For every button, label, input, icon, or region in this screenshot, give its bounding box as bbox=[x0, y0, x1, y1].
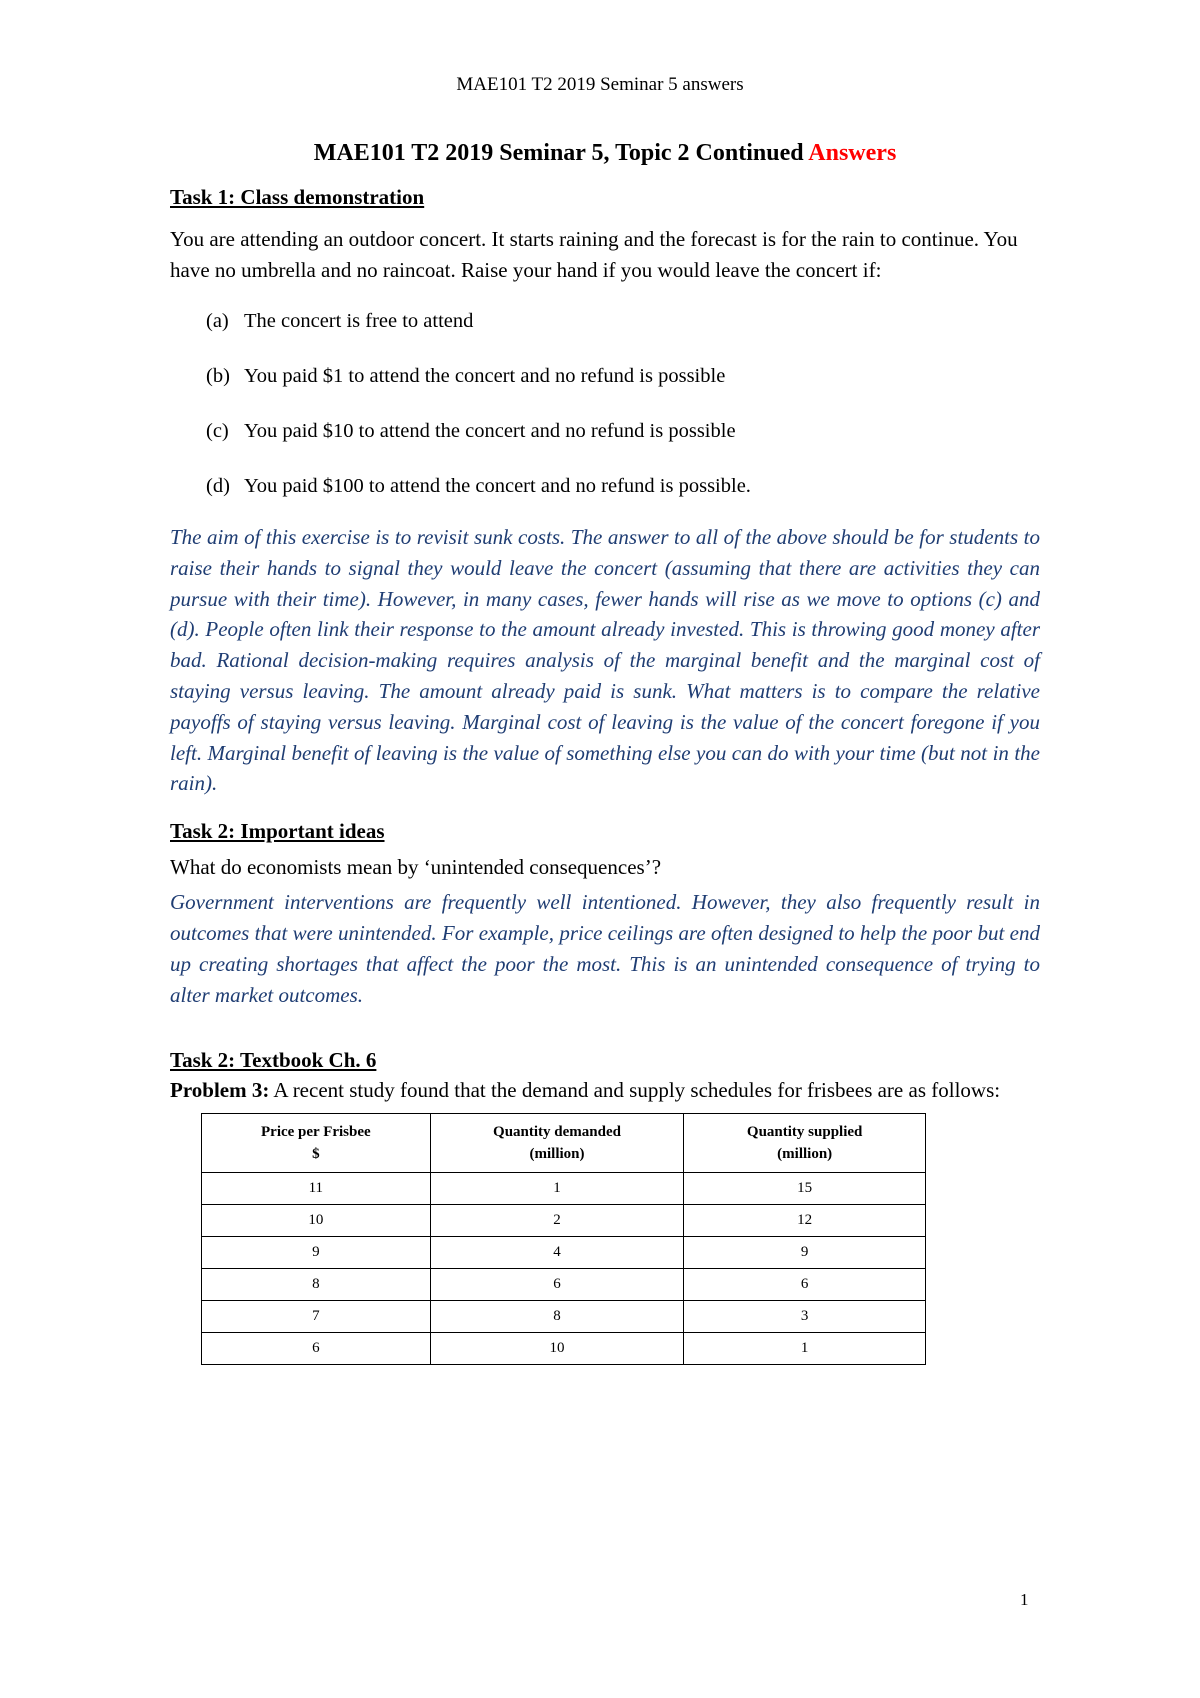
option-text: You paid $1 to attend the concert and no refund is possible bbox=[244, 365, 726, 387]
task1-option-d bbox=[170, 471, 1040, 502]
cell-price: 11 bbox=[202, 1173, 431, 1205]
header-line: (million) bbox=[529, 1146, 585, 1163]
cell-price: 9 bbox=[202, 1237, 431, 1269]
page-title bbox=[170, 140, 1040, 167]
option-text: The concert is free to attend bbox=[244, 310, 474, 332]
cell-price: 8 bbox=[202, 1269, 431, 1301]
task2-answer: Government interventions are frequently well intentioned. However, they also frequently result in outcomes that were unintended. For example, price ceilings are often designed to help the poor but end up creating shortages that affect the poor the most. This is an unintended consequence of trying to alter market outcomes. bbox=[170, 890, 1040, 1007]
task1-intro: You are attending an outdoor concert. It starts raining and the forecast is for the rain to continue. You have no umbrella and no raincoat. Raise your hand if you would leave the concert if: bbox=[170, 227, 1018, 282]
option-text: You paid $10 to attend the concert and no refund is possible bbox=[244, 420, 736, 442]
option-label: (b) bbox=[206, 365, 230, 387]
header-line: Quantity supplied bbox=[746, 1124, 863, 1141]
task2-question: What do economists mean by ‘unintended consequences’? bbox=[170, 855, 662, 880]
header-line: (million) bbox=[777, 1146, 833, 1163]
task1-option-b bbox=[170, 361, 1040, 392]
problem-3 bbox=[170, 1075, 1040, 1105]
option-label: (c) bbox=[206, 420, 229, 442]
cell-supplied: 6 bbox=[684, 1269, 926, 1301]
cell-supplied: 3 bbox=[684, 1301, 926, 1333]
cell-demanded: 6 bbox=[430, 1269, 684, 1301]
page-content bbox=[170, 140, 1040, 1365]
running-header: MAE101 T2 2019 Seminar 5 answers bbox=[456, 74, 744, 95]
task2b-heading: Task 2: Textbook Ch. 6 bbox=[170, 1048, 377, 1073]
cell-price: 7 bbox=[202, 1301, 431, 1333]
task1-heading: Task 1: Class demonstration bbox=[170, 185, 425, 209]
option-text: You paid $100 to attend the concert and no refund is possible. bbox=[244, 475, 751, 497]
problem-text: A recent study found that the demand and supply schedules for frisbees are as follows: bbox=[269, 1078, 1001, 1103]
table-row bbox=[202, 1333, 926, 1365]
table-row bbox=[202, 1173, 926, 1205]
table-header-row bbox=[202, 1114, 926, 1173]
header-quantity-demanded bbox=[430, 1114, 684, 1173]
cell-supplied: 1 bbox=[684, 1333, 926, 1365]
cell-demanded: 8 bbox=[430, 1301, 684, 1333]
table-row bbox=[202, 1269, 926, 1301]
header-quantity-supplied bbox=[684, 1114, 926, 1173]
cell-demanded: 1 bbox=[430, 1173, 684, 1205]
supply-demand-table bbox=[201, 1113, 926, 1365]
cell-supplied: 12 bbox=[684, 1205, 926, 1237]
table-row bbox=[202, 1205, 926, 1237]
option-label: (d) bbox=[206, 475, 230, 497]
option-label: (a) bbox=[206, 310, 229, 332]
table-row bbox=[202, 1301, 926, 1333]
page-title-main: MAE101 T2 2019 Seminar 5, Topic 2 Continued bbox=[313, 140, 804, 166]
header-line: Quantity demanded bbox=[493, 1124, 621, 1141]
cell-demanded: 2 bbox=[430, 1205, 684, 1237]
problem-label: Problem 3: bbox=[170, 1078, 270, 1103]
table-row bbox=[202, 1237, 926, 1269]
header-line: Price per Frisbee bbox=[261, 1124, 371, 1141]
page-number: 1 bbox=[1020, 1590, 1029, 1609]
cell-price: 10 bbox=[202, 1205, 431, 1237]
header-line: $ bbox=[312, 1146, 320, 1163]
task1-option-a bbox=[170, 306, 1040, 337]
task2-heading: Task 2: Important ideas bbox=[170, 819, 385, 844]
task1-answer: The aim of this exercise is to revisit sunk costs. The answer to all of the above should be for students to raise their hands to signal they would leave the concert (assuming that there are activities they can pursue with their time). However, in many cases, fewer hands will rise as we move to options (c) and (d). People often link their response to the amount already invested. This is throwing good money after bad. Rational decision-making requires analysis of the marginal benefit and the marginal cost of staying versus leaving. The amount already paid is sunk. What matters is to compare the relative payoffs of staying versus leaving. Marginal cost of leaving is the value of the concert foregone if you left. Marginal benefit of leaving is the value of something else you can do with your time (but not in the rain). bbox=[170, 525, 1040, 796]
cell-demanded: 4 bbox=[430, 1237, 684, 1269]
cell-price: 6 bbox=[202, 1333, 431, 1365]
header-price bbox=[202, 1114, 431, 1173]
cell-supplied: 15 bbox=[684, 1173, 926, 1205]
task1-option-c bbox=[170, 416, 1040, 447]
cell-supplied: 9 bbox=[684, 1237, 926, 1269]
cell-demanded: 10 bbox=[430, 1333, 684, 1365]
page-title-accent: Answers bbox=[808, 140, 897, 166]
